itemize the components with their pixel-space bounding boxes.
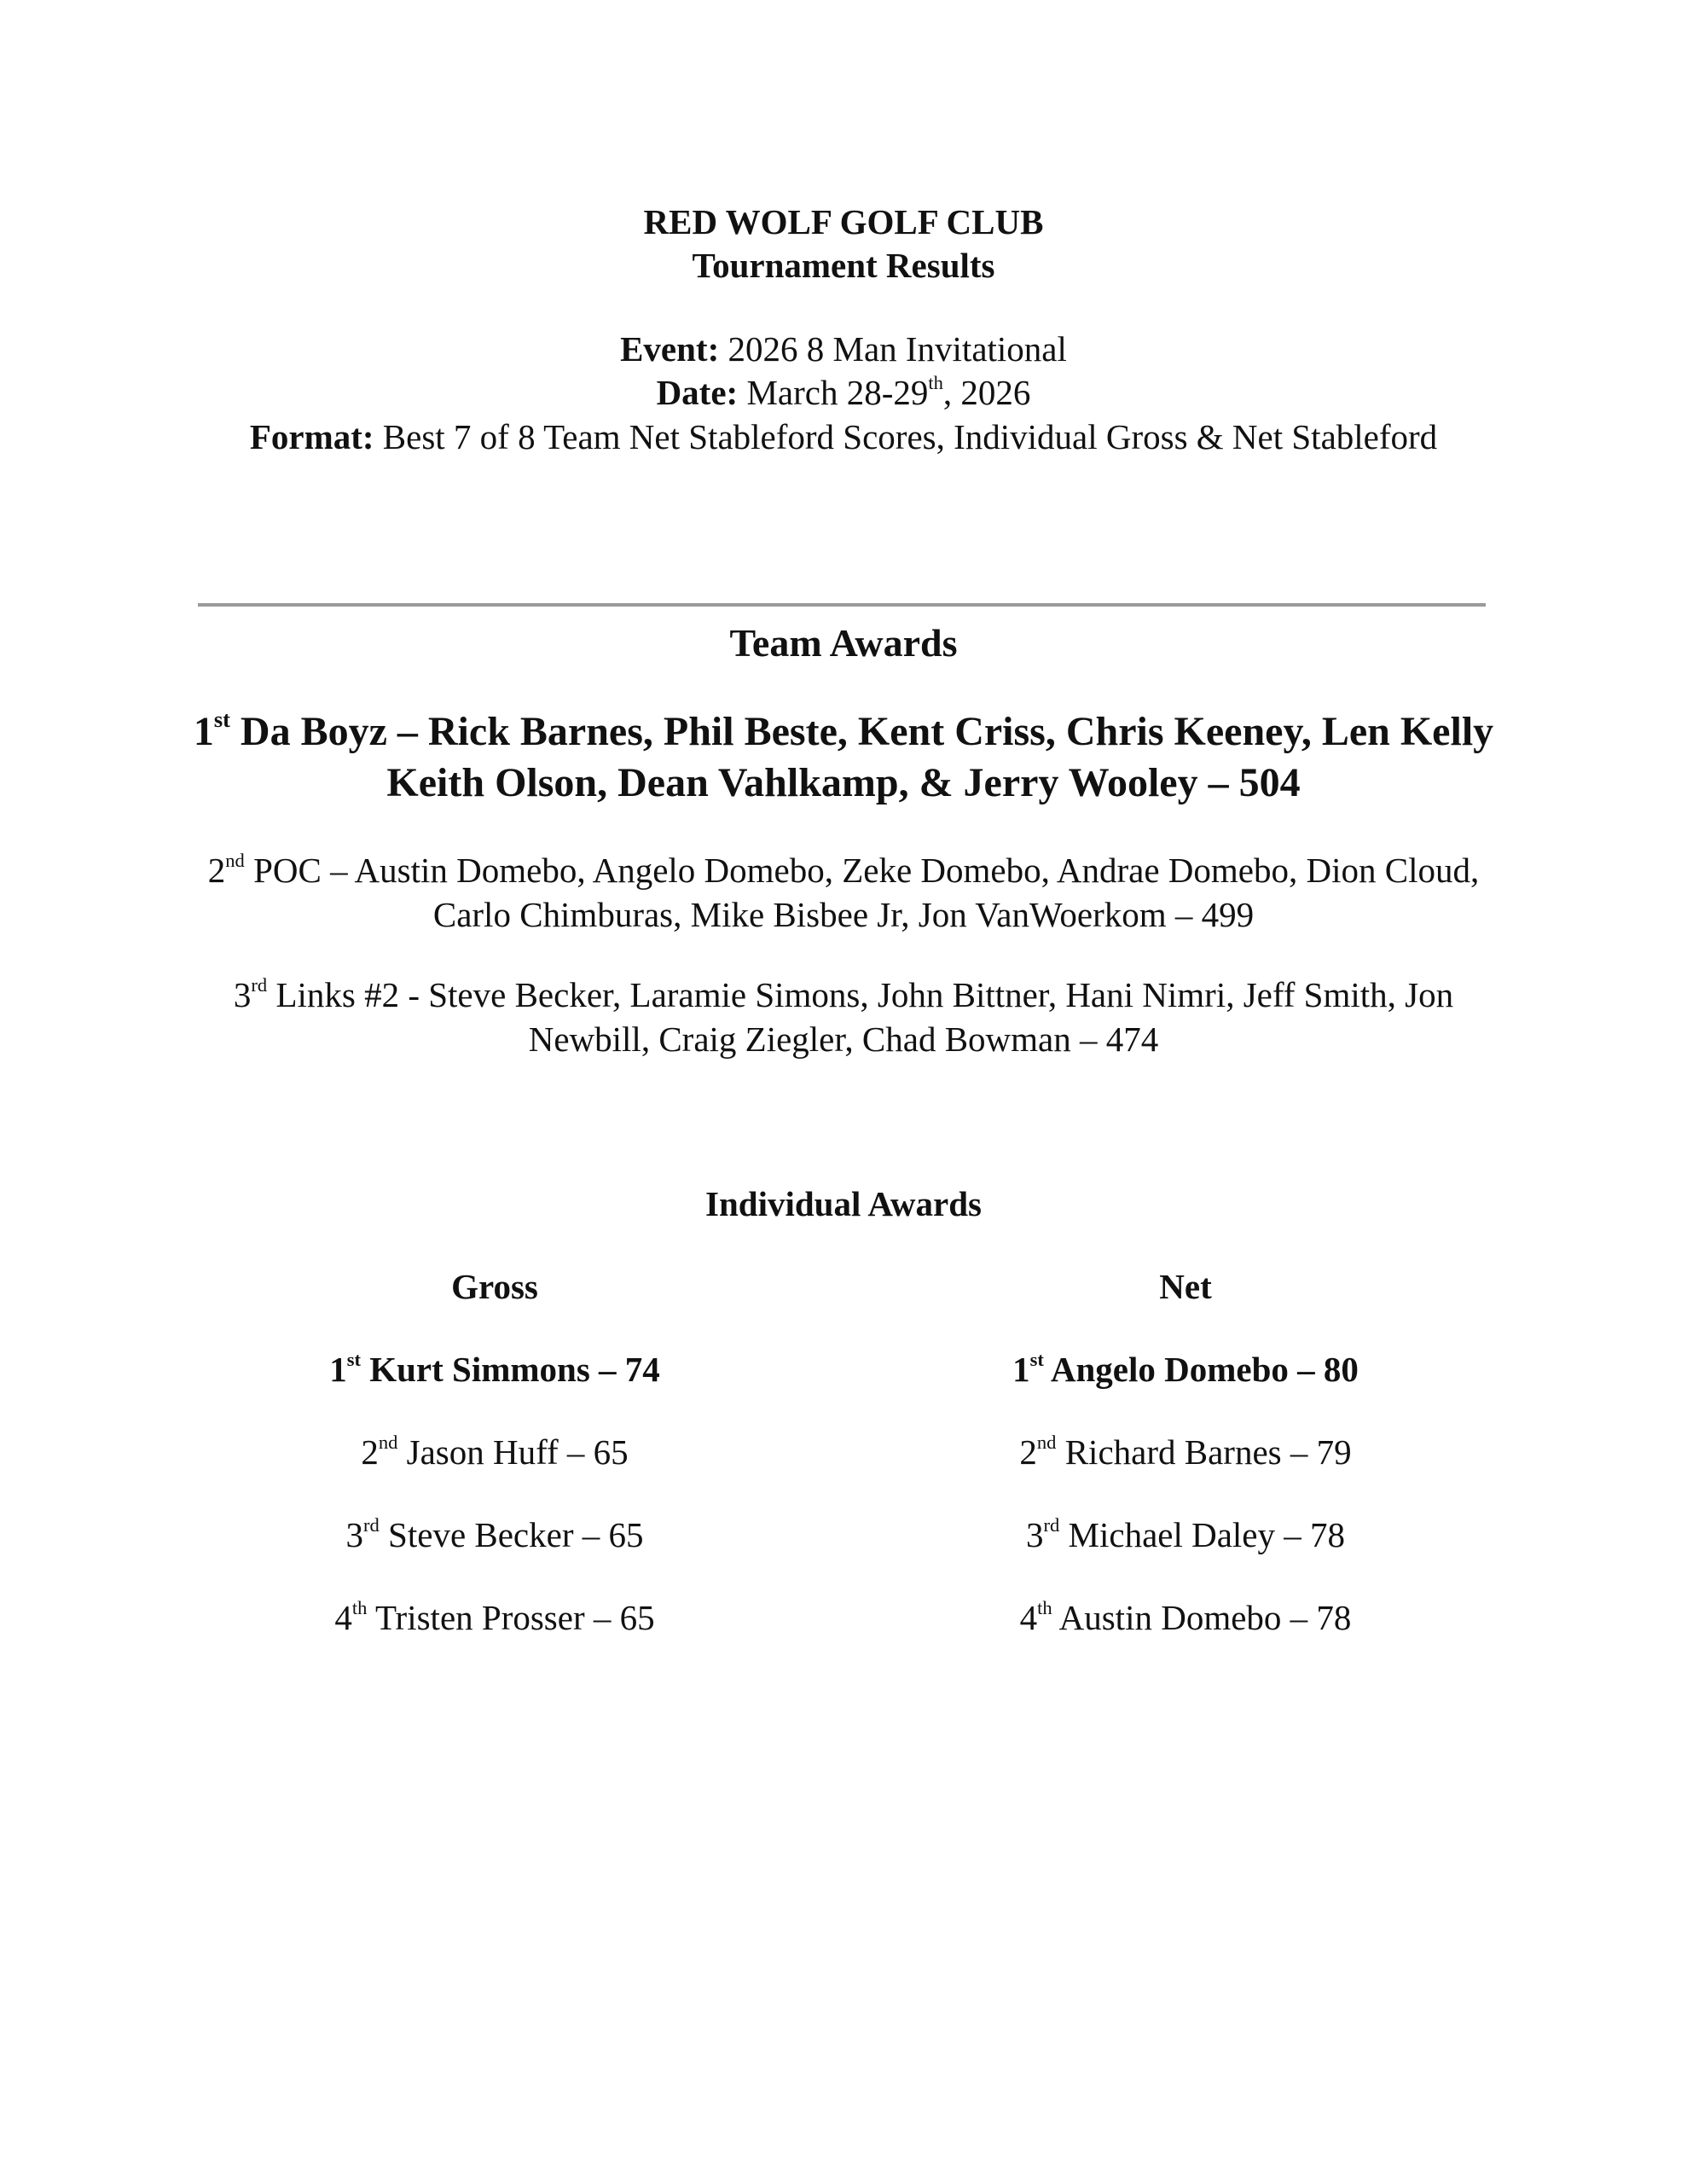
event-line: [0, 327, 1687, 371]
team-place-suffix: nd: [225, 849, 245, 871]
team-place: 3: [233, 975, 252, 1014]
gross-award-second: [239, 1430, 751, 1474]
award-place: 4: [1019, 1598, 1038, 1637]
section-divider: [198, 603, 1486, 607]
team-entry-text: Links #2 - Steve Becker, Laramie Simons, John Bittner, Hani Nimri, Jeff Smith, Jon Newbill, Craig Ziegler, Chad Bowman – 474: [267, 975, 1454, 1059]
club-title: RED WOLF GOLF CLUB: [643, 202, 1044, 241]
format-value: Best 7 of 8 Team Net Stableford Scores, Individual Gross & Net Stableford: [374, 417, 1438, 456]
team-place-suffix: rd: [251, 973, 268, 996]
award-place: 4: [334, 1598, 352, 1637]
format-line: [222, 415, 1465, 459]
award-entry-text: Tristen Prosser – 65: [367, 1598, 655, 1637]
team-award-first: [171, 706, 1516, 809]
award-entry-text: Angelo Domebo – 80: [1043, 1350, 1359, 1389]
date-line: [0, 370, 1687, 415]
date-label: Date:: [656, 373, 739, 412]
date-value: March 28-29: [738, 373, 929, 412]
event-value: 2026 8 Man Invitational: [719, 329, 1067, 369]
team-place: 2: [207, 851, 226, 890]
format-label: Format:: [249, 417, 374, 456]
gross-award-fourth: [239, 1595, 751, 1640]
award-place: 2: [361, 1432, 379, 1472]
award-entry-text: Steve Becker – 65: [379, 1515, 644, 1554]
gross-column-heading: Gross: [451, 1267, 538, 1306]
event-label: Event:: [620, 329, 720, 369]
team-place-suffix: st: [213, 706, 230, 733]
award-place-suffix: rd: [1043, 1513, 1060, 1536]
team-entry-text: POC – Austin Domebo, Angelo Domebo, Zeke Domebo, Andrae Domebo, Dion Cloud, Carlo Chimburas, Mike Bisbee Jr, Jon VanWoerkom – 499: [244, 851, 1480, 934]
team-awards-heading: Team Awards: [729, 621, 958, 665]
team-award-third: [171, 973, 1516, 1061]
award-entry-text: Jason Huff – 65: [397, 1432, 629, 1472]
award-place: 1: [1012, 1350, 1030, 1389]
date-ordinal-suffix: th: [928, 371, 943, 393]
award-place-suffix: nd: [1036, 1431, 1057, 1453]
award-place-suffix: rd: [363, 1513, 380, 1536]
net-award-first: [930, 1347, 1441, 1391]
award-place: 2: [1019, 1432, 1037, 1472]
individual-awards-heading: Individual Awards: [705, 1184, 982, 1223]
gross-award-first: [239, 1347, 751, 1391]
award-place: 1: [329, 1350, 347, 1389]
award-place-suffix: st: [346, 1348, 361, 1370]
net-award-fourth: [930, 1595, 1441, 1640]
award-place: 3: [1025, 1515, 1044, 1554]
award-place: 3: [345, 1515, 363, 1554]
net-column-heading: Net: [1159, 1267, 1212, 1306]
net-award-third: [930, 1513, 1441, 1557]
award-entry-text: Kurt Simmons – 74: [360, 1350, 660, 1389]
team-award-second: [171, 848, 1516, 937]
award-entry-text: Michael Daley – 78: [1059, 1515, 1346, 1554]
award-entry-text: Austin Domebo – 78: [1052, 1598, 1352, 1637]
net-award-second: [930, 1430, 1441, 1474]
award-place-suffix: th: [1037, 1596, 1052, 1618]
award-place-suffix: nd: [378, 1431, 398, 1453]
team-place: 1: [193, 709, 214, 754]
award-place-suffix: th: [351, 1596, 368, 1618]
document-subtitle: Tournament Results: [692, 246, 995, 285]
team-entry-text: Da Boyz – Rick Barnes, Phil Beste, Kent Criss, Chris Keeney, Len Kelly Keith Olson, Dean Vahlkamp, & Jerry Wooley – 504: [229, 709, 1494, 805]
award-place-suffix: st: [1029, 1348, 1044, 1370]
date-year: , 2026: [942, 373, 1031, 412]
award-entry-text: Richard Barnes – 79: [1056, 1432, 1352, 1472]
gross-award-third: [239, 1513, 751, 1557]
